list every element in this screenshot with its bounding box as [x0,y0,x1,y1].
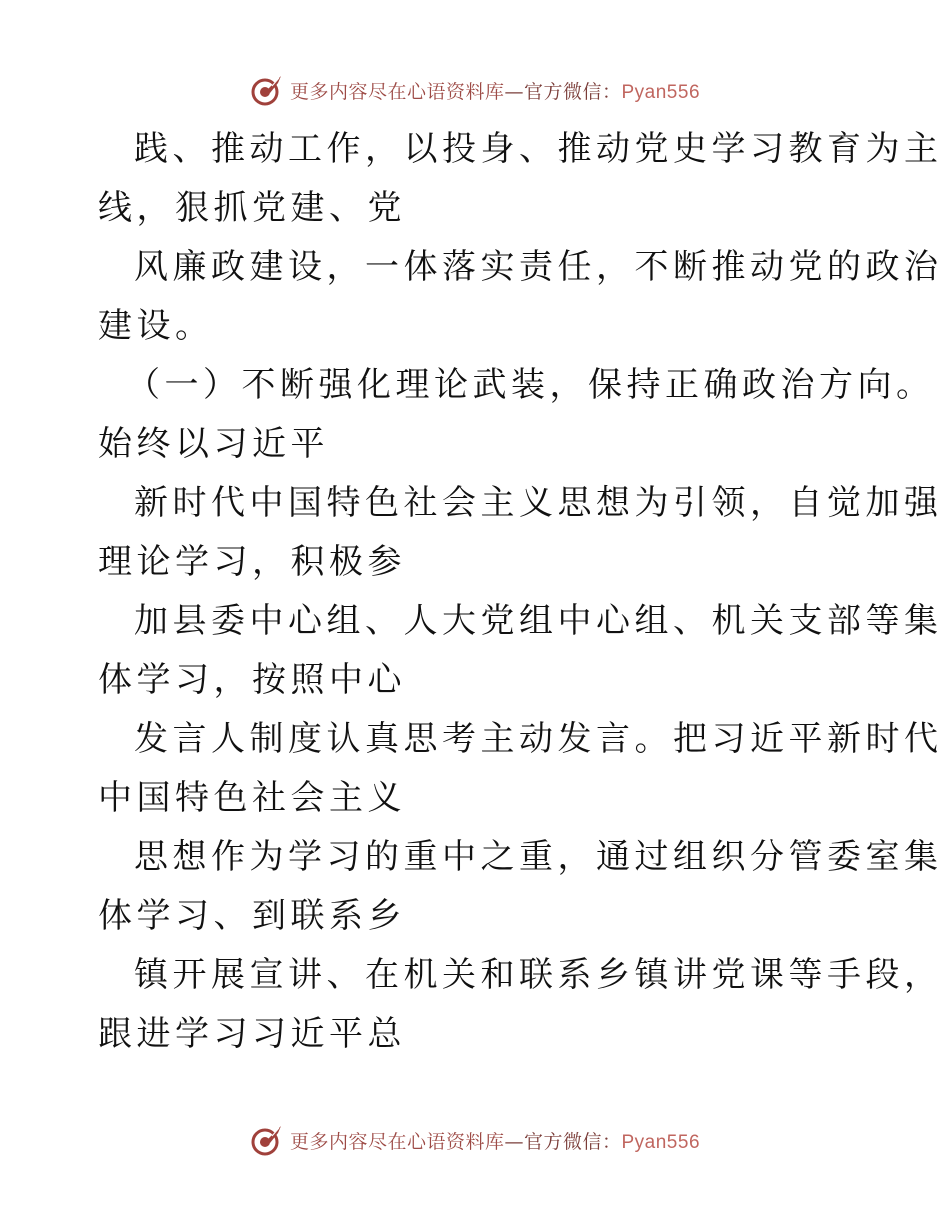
quill-logo-icon [250,1123,284,1157]
paragraph-line: 跟进学习习近平总 [98,1014,406,1054]
paragraph-line: 发言人制度认真思考主动发言。把习近平新时代 [134,719,943,759]
document-body [98,120,943,1064]
header-watermark-text [290,77,700,104]
paragraph-line: 中国特色社会主义 [98,778,406,818]
quill-logo-icon [250,73,284,107]
header-watermark-title: 更多内容尽在心语资料库 [289,80,505,103]
paragraph-line: 理论学习，积极参 [98,542,406,582]
footer-watermark-label: 官方微信： [523,1130,622,1153]
paragraph-line: 建设。 [98,306,214,346]
paragraph-line: 镇开展宣讲、在机关和联系乡镇讲党课等手段， [134,955,943,995]
paragraph-line: 风廉政建设，一体落实责任，不断推动党的政治 [134,247,943,287]
header-watermark-id: Pyan556 [621,81,701,103]
paragraph-line: 体学习，按照中心 [98,660,406,700]
paragraph-line: 线，狠抓党建、党 [98,188,406,228]
header-watermark-banner [0,70,950,110]
footer-watermark-dash: — [504,1130,524,1153]
header-watermark-inner [250,73,700,107]
section-heading-line: （一）不断强化理论武装，保持正确政治方向。 [126,365,935,405]
footer-watermark-banner [0,1120,950,1160]
footer-watermark-title: 更多内容尽在心语资料库 [289,1130,505,1153]
paragraph-line: 加县委中心组、人大党组中心组、机关支部等集 [134,601,943,641]
paragraph-line: 始终以习近平 [98,424,329,464]
header-watermark-dash: — [504,80,524,103]
header-watermark-label: 官方微信： [523,80,622,103]
paragraph-line: 新时代中国特色社会主义思想为引领，自觉加强 [134,483,943,523]
paragraph-line: 践、推动工作，以投身、推动党史学习教育为主 [134,129,943,169]
footer-watermark-id: Pyan556 [621,1131,701,1153]
footer-watermark-text [290,1127,700,1154]
paragraph-line: 思想作为学习的重中之重，通过组织分管委室集 [134,837,943,877]
footer-watermark-inner [250,1123,700,1157]
paragraph-line: 体学习、到联系乡 [98,896,406,936]
